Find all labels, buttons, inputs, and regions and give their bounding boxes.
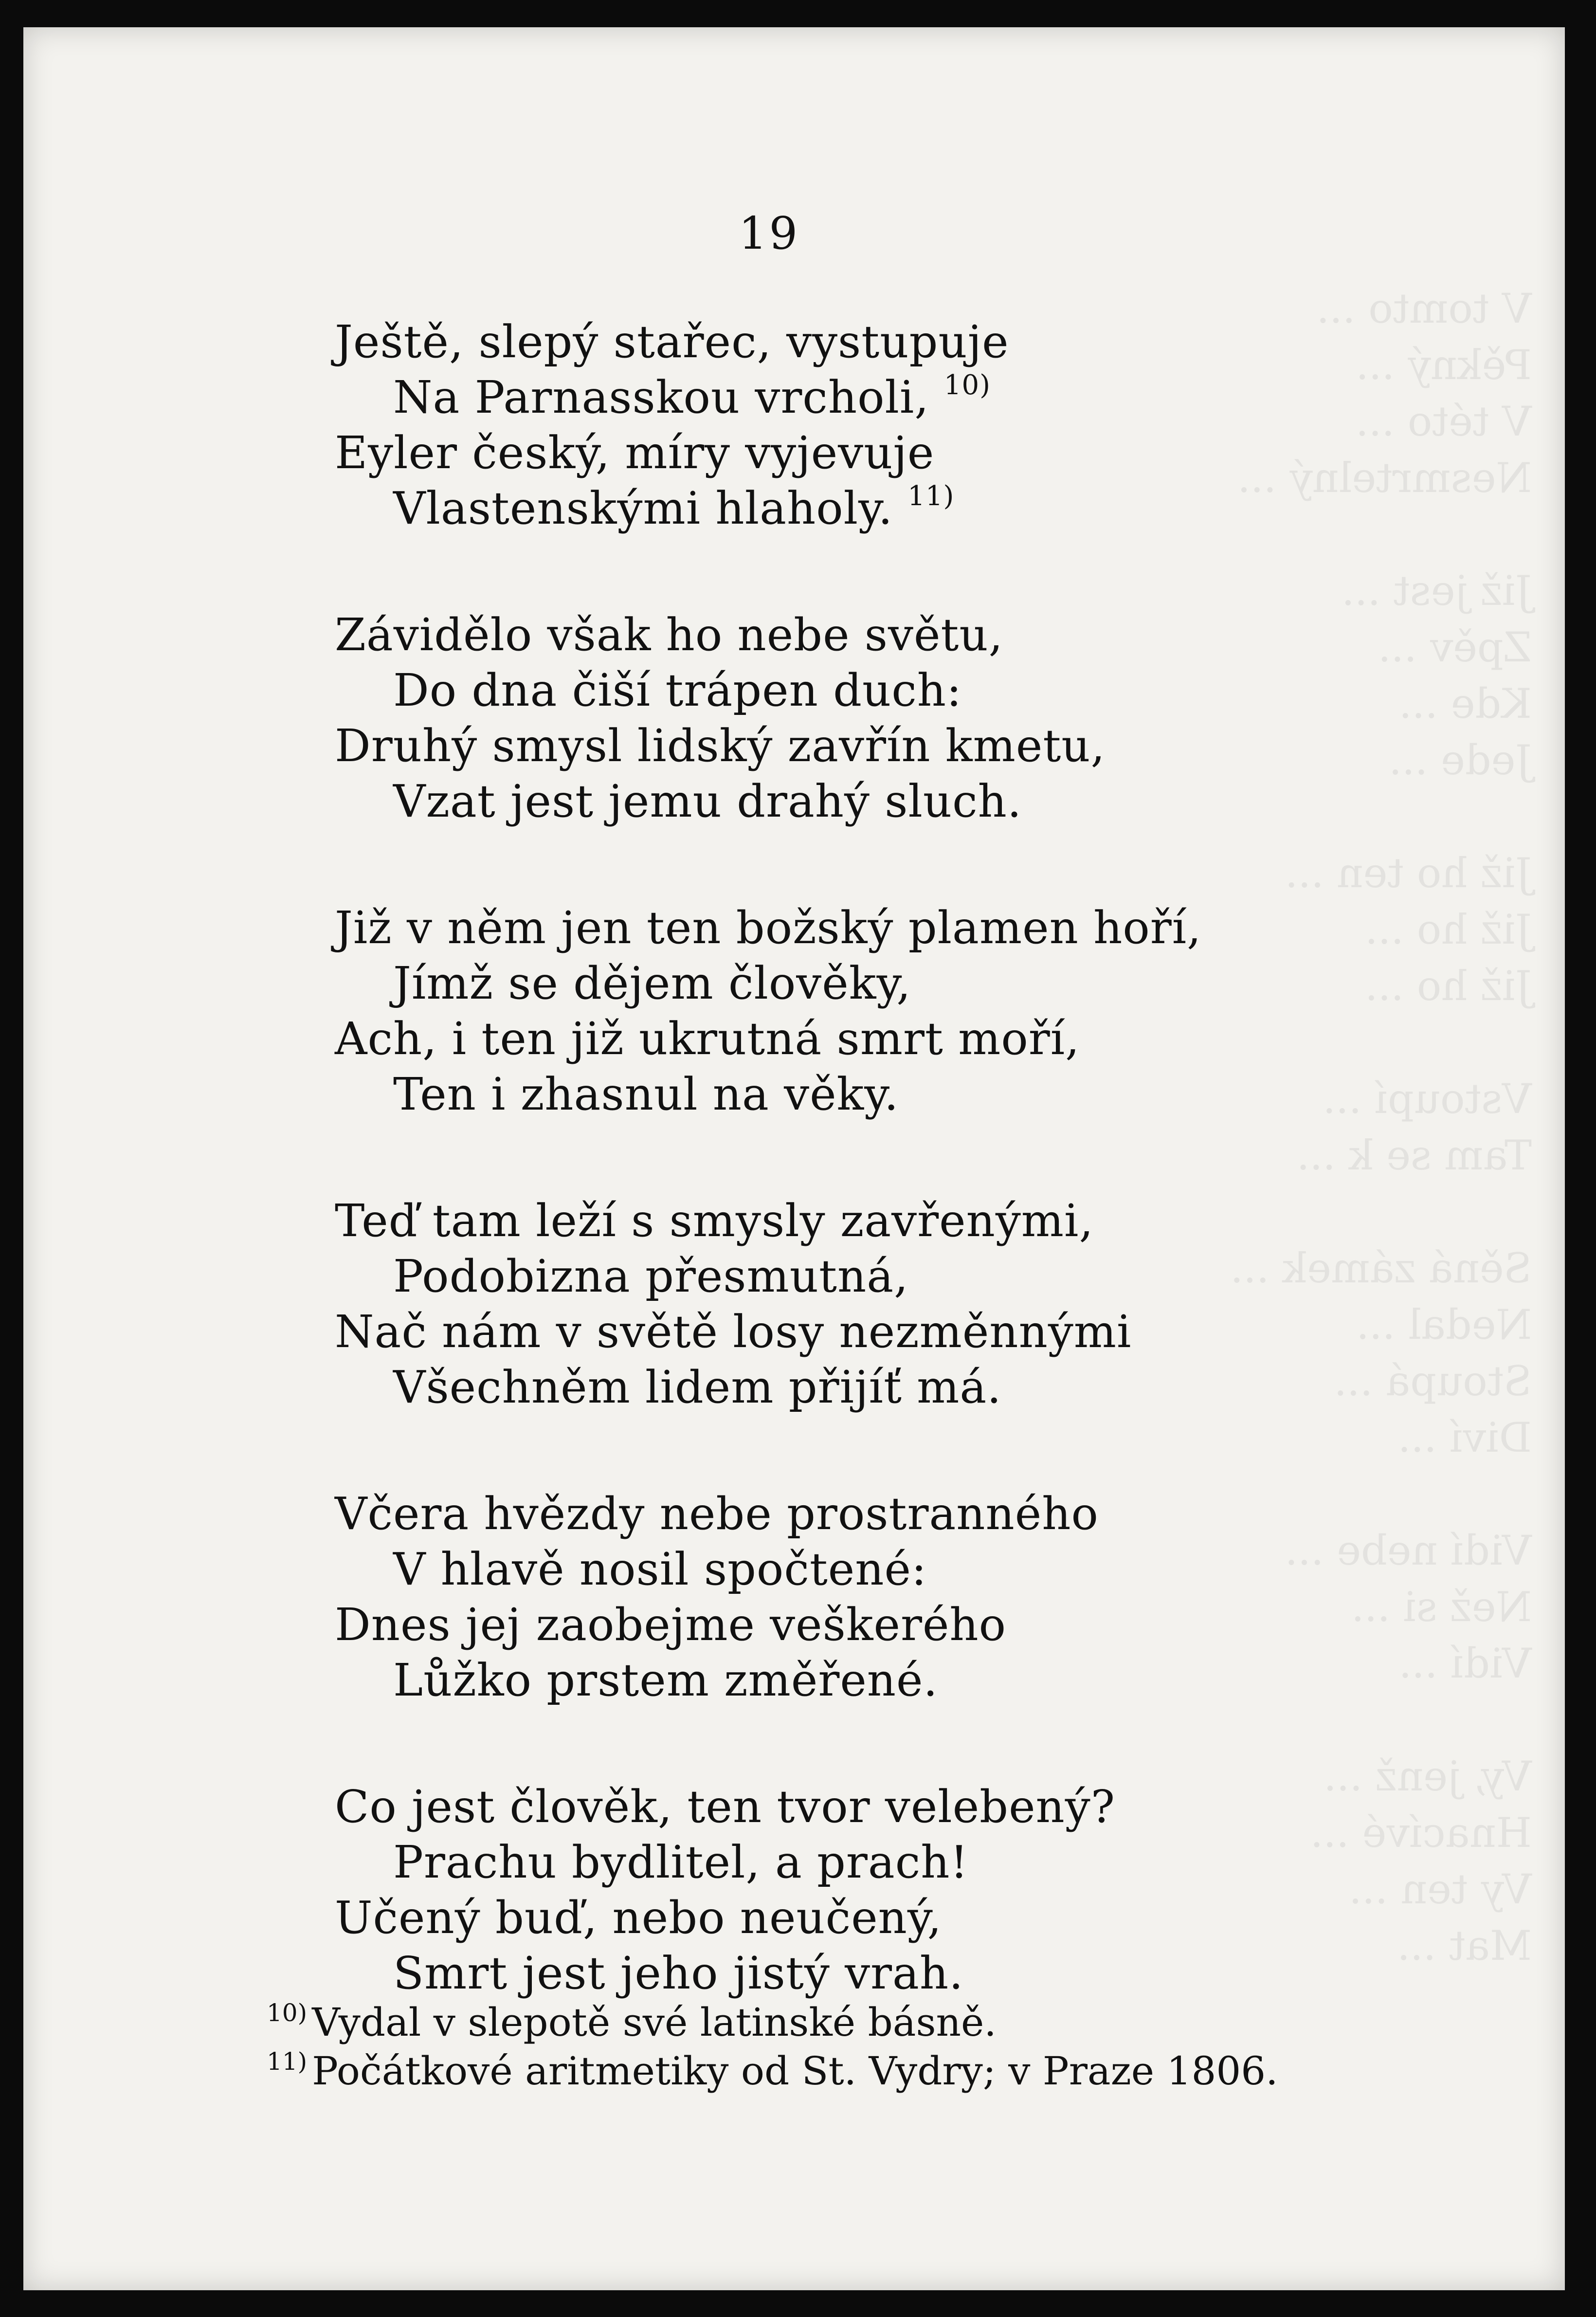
verse-line: Druhý smysl lidský zavřín kmetu,	[335, 720, 1106, 772]
verse-line: Lůžko prstem změřené.	[393, 1654, 938, 1706]
verse-line: Podobizna přesmutná,	[393, 1250, 909, 1302]
footnote-marker: 11)	[267, 2047, 308, 2076]
footnote-ref: 11)	[907, 480, 955, 512]
stanza	[335, 314, 1201, 536]
verse-line: Do dna čiší trápen duch:	[393, 664, 962, 716]
footnote	[267, 1998, 1278, 2047]
verse-line: Všechněm lidem přijíť má.	[393, 1361, 1002, 1413]
verse-line: Na Parnasskou vrcholi, $^{10)}$	[393, 369, 991, 423]
verse-line: Smrt jest jeho jistý vrah.	[393, 1947, 964, 1999]
verse-line: Teď tam leží s smysly zavřenými,	[335, 1195, 1094, 1247]
footnote-text: Vydal v slepotě své latinské básně.	[312, 2000, 997, 2045]
book-page	[23, 27, 1565, 2290]
verse-line: Ještě, slepý stařec, vystupuje	[335, 316, 1009, 368]
stanza	[335, 1779, 1201, 2001]
verse-line: Ten i zhasnul na věky.	[393, 1068, 899, 1120]
verse-line: Včera hvězdy nebe prostranného	[335, 1488, 1099, 1540]
verse-line: Vzat jest jemu drahý sluch.	[393, 775, 1022, 827]
verse-line: Dnes jej zaobejme veškerého	[335, 1599, 1007, 1651]
verse-line: Jímž se dějem člověky,	[393, 957, 911, 1009]
footnote	[267, 2047, 1278, 2096]
verse-line: Co jest člověk, ten tvor velebený?	[335, 1781, 1116, 1833]
verse-line: Nač nám v světě losy nezměnnými	[335, 1306, 1132, 1358]
verse-line: Závidělo však ho nebe světu,	[335, 609, 1003, 661]
stanza	[335, 1193, 1201, 1415]
verse-line: Vlastenskými hlaholy. $^{11)}$	[393, 480, 955, 534]
verse-line: Již v něm jen ten božský plamen hoří,	[335, 902, 1202, 954]
verse-line: V hlavě nosil spočtené:	[393, 1543, 927, 1595]
verse-line: Ach, i ten již ukrutná smrt moří,	[335, 1013, 1080, 1065]
stanza	[335, 900, 1201, 1122]
verse-line: Učený buď, nebo neučený,	[335, 1892, 942, 1944]
verse-line: Eyler český, míry vyjevuje	[335, 427, 935, 479]
footnote-ref: 10)	[943, 369, 991, 401]
stanza	[335, 607, 1201, 829]
footnote-text: Počátkové aritmetiky od St. Vydry; v Praze 1806.	[312, 2048, 1278, 2094]
show-through-text: V tomto ... Pěkný ... V této ... Nesmrtelný ... Již jest ... Zpěv ... Kde ... Jede ... Již ho ten ... Již ho ... Již ho ... Vstoupí ... Tam se k ... Sěná zámek ... Nedal ... Stoupá ... Diví ... Vidí nebe ... Než si ... Vidí ... Vy, jenž ... Hnacívé ... Vy ten ... Mat ...	[1230, 285, 1532, 1970]
verse-line: Prachu bydlitel, a prach!	[393, 1836, 969, 1888]
poem	[335, 314, 1201, 2072]
footnote-marker: 10)	[267, 1999, 308, 2027]
footnotes	[267, 1998, 1278, 2096]
page-number: 19	[739, 207, 800, 259]
stanza	[335, 1486, 1201, 1708]
